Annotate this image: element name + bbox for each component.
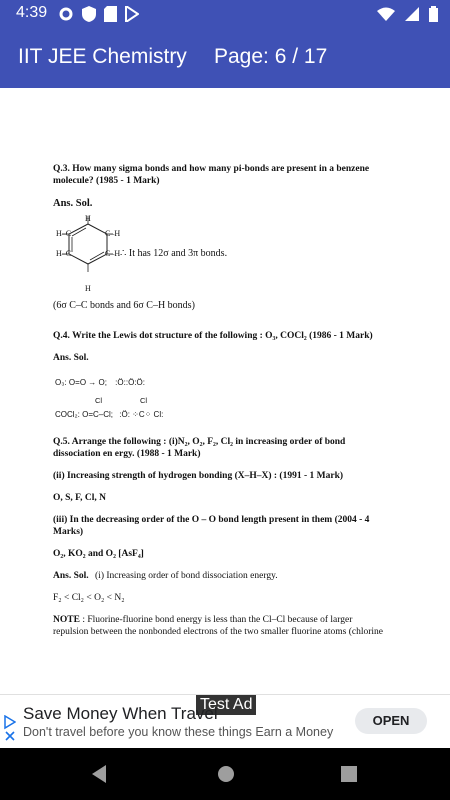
note-label: NOTE [53, 615, 80, 625]
shield-icon [82, 6, 96, 27]
status-icons-left [58, 6, 139, 27]
ad-title[interactable]: Save Money When Travel [23, 704, 218, 723]
ad-open-button[interactable]: OPEN [355, 708, 427, 734]
ans-sol-3 [53, 571, 278, 581]
app-title: IIT JEE Chemistry [18, 45, 187, 68]
note-text: : Fluorine-fluorine bond energy is less than the Cl–Cl because of larger [79, 615, 353, 625]
lewis-o3-eq: O₃: O=O → O; [55, 378, 107, 387]
q5-iii-line1: (iii) In the decreasing order of the O – O bond length present in them (2004 - 4 [53, 515, 370, 525]
ad-subtitle[interactable]: Don't travel before you know these things Earn a Money [23, 725, 334, 739]
benzene-ch-1: C–H [105, 229, 121, 238]
lewis-cl-top-1: Cl [95, 396, 103, 405]
q5-line2: dissociation en ergy. (1988 - 1 Mark) [53, 449, 201, 459]
home-icon[interactable] [216, 764, 236, 789]
note-line1 [53, 615, 352, 625]
ans-sol-3-label: Ans. Sol. [53, 571, 89, 581]
sd-card-icon [104, 6, 117, 27]
bond-order: F₂ < Cl₂ < O₂ < N₂ [53, 593, 125, 603]
ans-sol-label-2: Ans. Sol. [53, 353, 89, 363]
recents-icon[interactable] [340, 765, 358, 788]
lewis-cocl2-eq: COCl₂: O=C–Cl; [55, 410, 114, 419]
signal-icon [405, 7, 419, 26]
benzene-h-top: H [85, 214, 91, 223]
pdf-page[interactable] [0, 88, 450, 694]
ans-sol-3-text: (i) Increasing order of bond dissociation energy. [95, 571, 278, 581]
ans-sol-label: Ans. Sol. [53, 198, 93, 209]
benzene-h-bottom: H [85, 284, 91, 293]
lewis-cocl2 [55, 410, 163, 419]
ad-banner[interactable] [0, 694, 450, 749]
status-bar [0, 0, 450, 28]
battery-icon [429, 6, 438, 27]
q5-ii: (ii) Increasing strength of hydrogen bonding (X–H–X) : (1991 - 1 Mark) [53, 471, 344, 481]
lewis-cocl2-dots: :Ö: ⁘C⁘ Cl: [119, 410, 164, 419]
q5-iii-answer: O₂, KO₂ and O₂ [AsF₄] [53, 549, 144, 559]
q3-line2: molecule? (1985 - 1 Mark) [53, 176, 160, 186]
q5-line1: Q.5. Arrange the following : (i)N₂, O₂, F₂, Cl₂ in increasing order of bond [53, 437, 346, 447]
benzene-hc-2: H–C [56, 249, 72, 258]
lewis-o3-dots: :Ö::Ö:Ö: [115, 378, 145, 387]
q5-ii-answer: O, S, F, Cl, N [53, 493, 106, 503]
page-indicator: Page: 6 / 17 [214, 45, 328, 68]
app-bar [0, 28, 450, 88]
navigation-bar [0, 748, 450, 800]
benzene-answer: ∴ It has 12σ and 3π bonds. [120, 248, 228, 259]
benzene-hc-1: H–C [56, 229, 72, 238]
status-icons-right [377, 6, 438, 27]
benzene-ch-2: C–H [105, 249, 121, 258]
wifi-icon [377, 7, 395, 26]
lewis-cl-top-2: Cl [140, 396, 148, 405]
adchoices-icon[interactable] [4, 715, 16, 748]
bond-note: (6σ C–C bonds and 6σ C–H bonds) [53, 300, 195, 311]
back-icon[interactable] [90, 764, 108, 789]
q5-iii-line2: Marks) [53, 527, 84, 537]
q4-line: Q.4. Write the Lewis dot structure of the following : O₃, COCl₂ (1986 - 1 Mark) [53, 331, 373, 341]
q3-line1: Q.3. How many sigma bonds and how many pi-bonds are present in a benzene [53, 164, 370, 174]
lewis-o3 [55, 378, 145, 387]
play-store-icon [125, 6, 139, 27]
note-line2: repulsion between the nonbonded electrons of the two smaller fluorine atoms (chlorine [53, 627, 384, 637]
gear-icon [58, 6, 74, 27]
status-time: 4:39 [16, 4, 48, 21]
test-ad-label: Test Ad [196, 695, 256, 715]
